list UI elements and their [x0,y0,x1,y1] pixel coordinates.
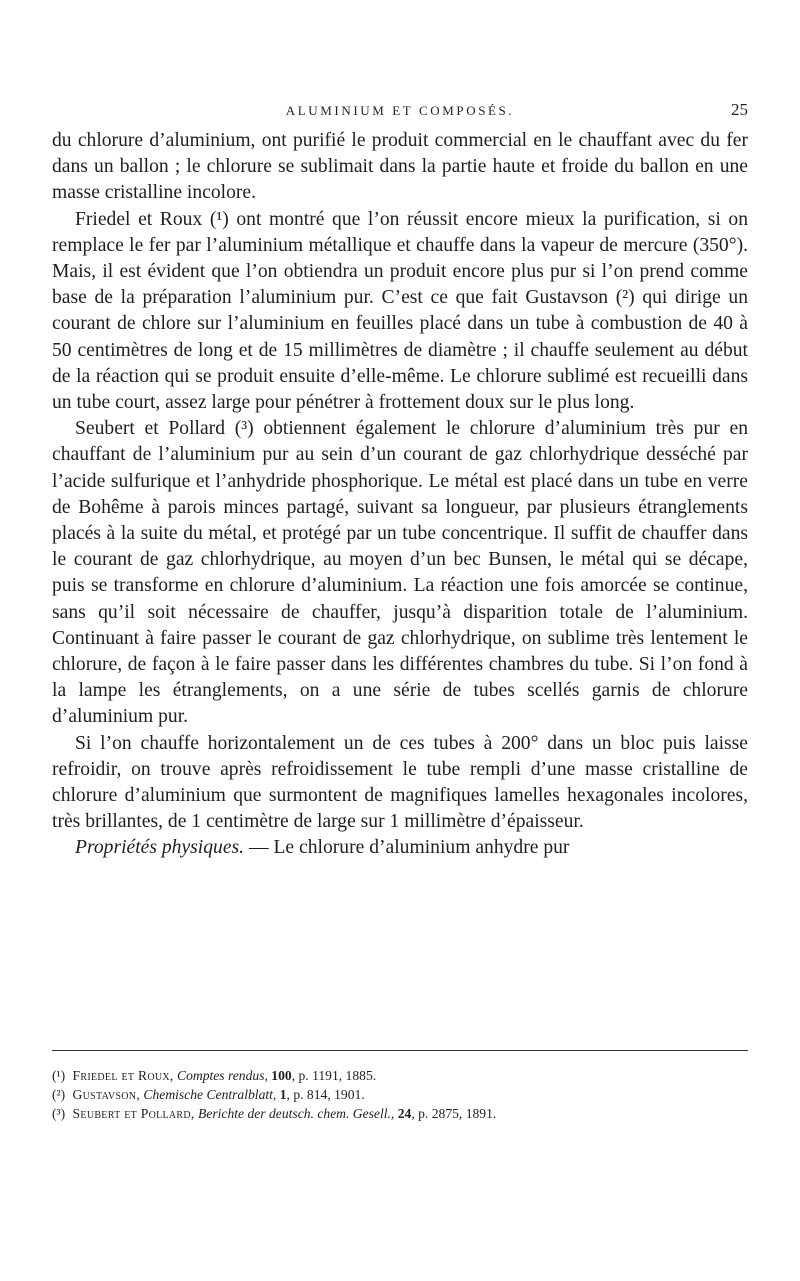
footnote-volume: 1 [279,1087,287,1103]
footnote-pages: , p. 814, 1901. [286,1087,365,1103]
footnote-marker: (¹) [52,1068,66,1083]
paragraph-2: Friedel et Roux (¹) ont montré que l’on réussit encore mieux la purification, si on remplace le fer par l’aluminium métallique et chauffe dans la vapeur de mercure (350°). Mais, il est évident que l’on obtiendra un produit encore plus pur si l’on prend comme base de la préparation l’aluminium pur. C’est ce que fait Gustavson (²) qui dirige un courant de chlore sur l’aluminium en feuilles placé dans un tube à combustion de 40 à 50 centimètres de long et de 15 millimètres de diamètre ; il chauffe seulement au début de la réaction qui se produit ensuite d’elle-même. Le chlorure sublimé est recueilli dans un tube court, assez large pour pénétrer à frottement doux sur le plus long. [52,208,748,414]
footnote-3 [52,1104,748,1123]
paragraph-4: Si l’on chauffe horizontalement un de ces tubes à 200° dans un bloc puis laisse refroidir, on trouve après refroidissement le tube rempli d’une masse cristalline de chlorure d’aluminium que surmontent de magnifiques lamelles hexagonales incolores, très brillantes, de 1 centimètre de large sur 1 millimètre d’épaisseur. [52,732,748,833]
footnote-volume: 100 [271,1068,292,1083]
footnote-rule [52,1050,748,1051]
footnote-journal: Berichte der deutsch. chem. Gesell., [198,1106,395,1122]
footnote-pages: , p. 2875, 1891. [411,1106,497,1122]
footnote-volume: 24 [397,1106,412,1122]
body-text [52,128,748,862]
paragraph-1: du chlorure d’aluminium, ont purifié le produit commercial en le chauffant avec du fer dans un ballon ; le chlorure se sublimait dans la partie haute et froide du ballon en une masse cristalline incolore. [52,130,748,204]
running-title: ALUMINIUM ET COMPOSÉS. [285,103,515,118]
footnote-marker: (²) [52,1087,66,1103]
footnotes [52,1066,748,1124]
page-number: 25 [731,100,748,119]
running-head [0,100,800,122]
paragraph-5 [52,835,748,861]
footnote-author: Seubert et Pollard, [72,1106,195,1122]
footnote-marker: (³) [52,1106,66,1122]
paragraph-3: Seubert et Pollard (³) obtiennent également le chlorure d’aluminium très pur en chauffant de l’aluminium pur au sein d’un courant de gaz chlorhydrique desséché par l’acide sulfurique et l’anhydride phosphorique. Le métal est placé dans un tube en verre de Bohême à parois minces partagé, suivant sa longueur, par plusieurs étranglements placés à la suite du métal, et protégé par un tube concentrique. Il suffit de chauffer dans le courant de gaz chlorhydrique, au moyen d’un bec Bunsen, le métal qui se décape, puis se transforme en chlorure d’aluminium. La réaction une fois amorcée se continue, sans qu’il soit nécessaire de chauffer, jusqu’à disparition totale de l’aluminium. Continuant à faire passer le courant de gaz chlorhydrique, on sublime très lentement le chlorure, de façon à le faire passer dans les différentes chambres du tube. Si l’on fond à la lampe les étranglements, on a une série de tubes scellés garnis de chlorure d’aluminium pur. [52,418,748,728]
footnote-author: Gustavson, [72,1087,141,1103]
footnote-2 [52,1085,748,1104]
paragraph-5-text: — Le chlorure d’aluminium anhydre pur [244,837,570,859]
footnote-journal: Comptes rendus, [177,1068,268,1083]
section-heading-proprietes: Propriétés physiques. [75,837,245,859]
footnote-1 [52,1066,748,1085]
footnote-journal: Chemische Centralblatt, [143,1087,277,1103]
footnote-author: Friedel et Roux, [72,1068,174,1083]
footnote-pages: , p. 1191, 1885. [291,1068,377,1083]
